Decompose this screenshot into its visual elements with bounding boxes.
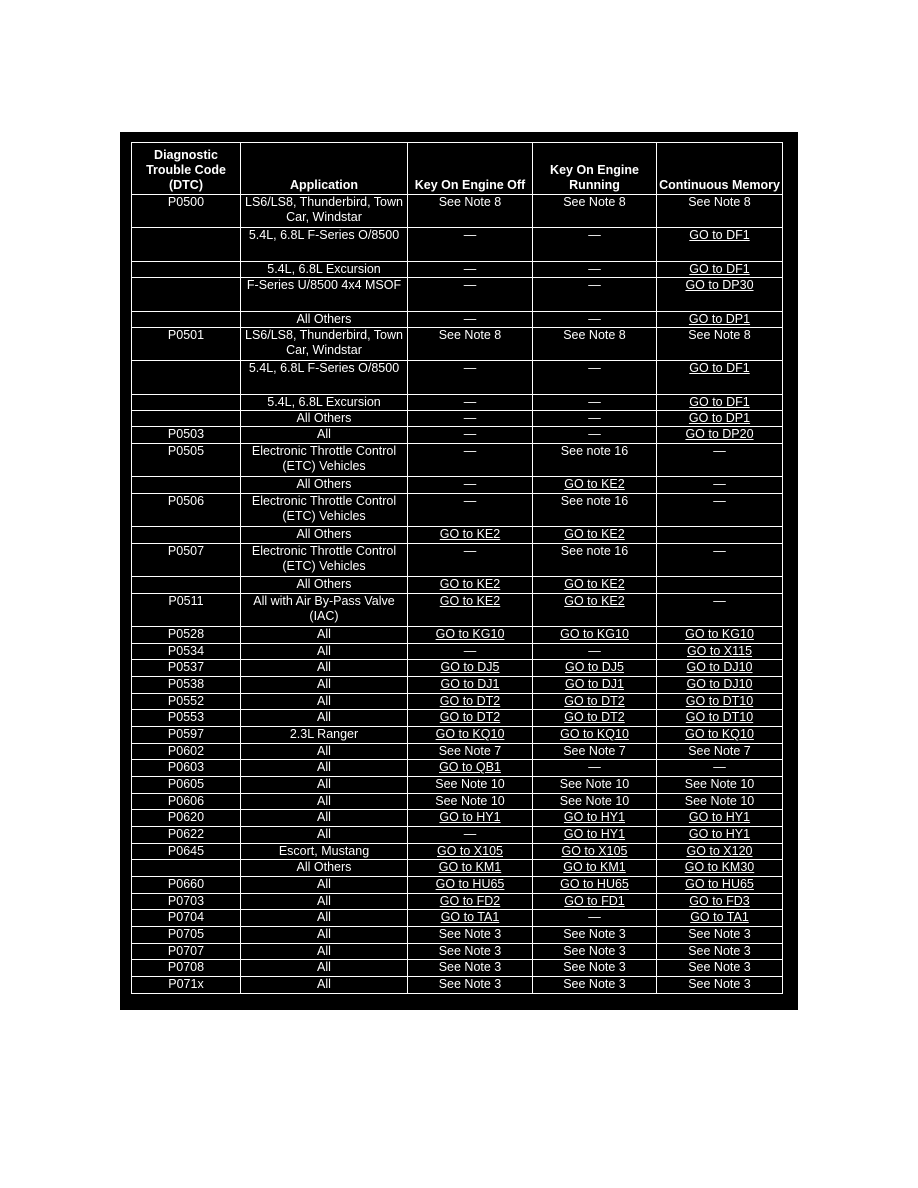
key-on-engine-off-cell[interactable] xyxy=(408,710,533,727)
go-to-link[interactable]: GO to DT10 xyxy=(685,694,754,708)
table-row xyxy=(132,860,783,877)
dtc-code-cell: P0553 xyxy=(132,710,241,727)
dtc-code-cell xyxy=(132,860,241,877)
go-to-link[interactable]: GO to FD1 xyxy=(564,894,625,908)
key-on-engine-running-cell: — xyxy=(533,262,657,278)
key-on-engine-running-cell[interactable] xyxy=(533,577,657,594)
key-on-engine-running-cell: See Note 3 xyxy=(533,977,657,994)
continuous-memory-cell[interactable] xyxy=(657,660,783,677)
key-on-engine-off-cell: — xyxy=(408,411,533,427)
go-to-link[interactable]: GO to DT10 xyxy=(685,710,754,724)
key-on-engine-running-cell: See note 16 xyxy=(533,544,657,577)
key-on-engine-off-cell: See Note 10 xyxy=(408,794,533,810)
go-to-link[interactable]: GO to X105 xyxy=(436,844,503,858)
go-to-link[interactable]: GO to KG10 xyxy=(435,627,505,641)
table-row xyxy=(132,494,783,527)
dtc-code-cell: P071x xyxy=(132,977,241,994)
application-cell: All Others xyxy=(241,527,408,544)
go-to-link[interactable]: GO to TA1 xyxy=(690,910,749,924)
go-to-link[interactable]: GO to FD3 xyxy=(689,894,750,908)
key-on-engine-off-cell: — xyxy=(408,644,533,660)
go-to-link[interactable]: GO to KM1 xyxy=(438,860,502,874)
continuous-memory-cell[interactable] xyxy=(657,827,783,844)
continuous-memory-cell[interactable] xyxy=(657,644,783,660)
key-on-engine-off-cell: See Note 3 xyxy=(408,977,533,994)
continuous-memory-cell[interactable] xyxy=(657,427,783,444)
continuous-memory-cell[interactable] xyxy=(657,894,783,910)
table-row xyxy=(132,827,783,844)
continuous-memory-cell: See Note 10 xyxy=(657,794,783,810)
table-header-row xyxy=(132,143,783,195)
go-to-link[interactable]: GO to DF1 xyxy=(689,395,750,409)
key-on-engine-running-cell: — xyxy=(533,395,657,411)
go-to-link[interactable]: GO to DP30 xyxy=(685,278,754,292)
table-row xyxy=(132,744,783,760)
key-on-engine-off-cell: — xyxy=(408,312,533,328)
continuous-memory-cell xyxy=(657,527,783,544)
application-cell: All xyxy=(241,977,408,994)
key-on-engine-off-cell: — xyxy=(408,228,533,262)
application-cell: All xyxy=(241,694,408,710)
go-to-link[interactable]: GO to KE2 xyxy=(564,577,625,591)
continuous-memory-cell: See Note 3 xyxy=(657,927,783,944)
table-row xyxy=(132,411,783,427)
dtc-code-cell xyxy=(132,278,241,312)
key-on-engine-off-cell: See Note 10 xyxy=(408,777,533,794)
application-cell: 5.4L, 6.8L F-Series O/8500 xyxy=(241,361,408,395)
continuous-memory-cell[interactable] xyxy=(657,727,783,744)
go-to-link[interactable]: GO to TA1 xyxy=(440,910,500,924)
application-cell: LS6/LS8, Thunderbird, Town Car, Windstar xyxy=(241,195,408,228)
go-to-link[interactable]: GO to DP1 xyxy=(688,312,751,326)
key-on-engine-off-cell[interactable] xyxy=(408,594,533,627)
dtc-code-cell: P0705 xyxy=(132,927,241,944)
table-row xyxy=(132,944,783,960)
table-row xyxy=(132,527,783,544)
key-on-engine-running-cell: See Note 8 xyxy=(533,195,657,228)
continuous-memory-cell: See Note 8 xyxy=(657,328,783,361)
continuous-memory-cell[interactable] xyxy=(657,627,783,644)
go-to-link[interactable]: GO to KG10 xyxy=(560,627,629,641)
dtc-code-cell: P0552 xyxy=(132,694,241,710)
table-row xyxy=(132,877,783,894)
go-to-link[interactable]: GO to KM30 xyxy=(684,860,755,874)
dtc-code-cell xyxy=(132,577,241,594)
go-to-link[interactable]: GO to DT2 xyxy=(564,710,625,724)
go-to-link[interactable]: GO to HY1 xyxy=(563,810,626,824)
continuous-memory-cell: See Note 3 xyxy=(657,944,783,960)
dtc-code-cell: P0501 xyxy=(132,328,241,361)
key-on-engine-running-cell[interactable] xyxy=(533,477,657,494)
continuous-memory-cell: See Note 3 xyxy=(657,977,783,994)
key-on-engine-off-cell: — xyxy=(408,444,533,477)
key-on-engine-off-cell: — xyxy=(408,477,533,494)
key-on-engine-running-cell: — xyxy=(533,644,657,660)
table-row xyxy=(132,927,783,944)
continuous-memory-cell xyxy=(657,577,783,594)
table-row xyxy=(132,312,783,328)
application-cell: All xyxy=(241,960,408,977)
go-to-link[interactable]: GO to HU65 xyxy=(685,877,754,891)
application-cell: All xyxy=(241,660,408,677)
key-on-engine-running-cell[interactable] xyxy=(533,677,657,694)
dtc-code-cell: P0603 xyxy=(132,760,241,777)
key-on-engine-off-cell: — xyxy=(408,827,533,844)
table-row xyxy=(132,694,783,710)
key-on-engine-off-cell: See Note 3 xyxy=(408,960,533,977)
key-on-engine-off-cell[interactable] xyxy=(408,810,533,827)
key-on-engine-running-cell: See Note 10 xyxy=(533,794,657,810)
key-on-engine-off-cell[interactable] xyxy=(408,577,533,594)
go-to-link[interactable]: GO to DT2 xyxy=(439,694,501,708)
application-cell: All xyxy=(241,710,408,727)
go-to-link[interactable]: GO to DJ5 xyxy=(440,660,500,674)
go-to-link[interactable]: GO to DJ5 xyxy=(564,660,625,674)
key-on-engine-off-cell[interactable] xyxy=(408,760,533,777)
dtc-code-cell: P0505 xyxy=(132,444,241,477)
go-to-link[interactable]: GO to HY1 xyxy=(688,810,751,824)
go-to-link[interactable]: GO to DP1 xyxy=(688,411,751,425)
continuous-memory-cell[interactable] xyxy=(657,677,783,694)
application-cell: All xyxy=(241,810,408,827)
table-row xyxy=(132,977,783,994)
application-cell: All Others xyxy=(241,577,408,594)
table-row xyxy=(132,794,783,810)
continuous-memory-cell: See Note 8 xyxy=(657,195,783,228)
dtc-table xyxy=(131,142,783,994)
key-on-engine-running-cell[interactable] xyxy=(533,844,657,860)
application-cell: All Others xyxy=(241,411,408,427)
continuous-memory-cell[interactable] xyxy=(657,312,783,328)
go-to-link[interactable]: GO to KG10 xyxy=(685,627,754,641)
table-body xyxy=(132,195,783,994)
go-to-link[interactable]: GO to DF1 xyxy=(689,262,750,276)
table-row xyxy=(132,427,783,444)
application-cell: Electronic Throttle Control (ETC) Vehicles xyxy=(241,494,408,527)
continuous-memory-cell[interactable] xyxy=(657,710,783,727)
continuous-memory-cell: See Note 10 xyxy=(657,777,783,794)
go-to-link[interactable]: GO to HU65 xyxy=(435,877,505,891)
dtc-code-cell: P0707 xyxy=(132,944,241,960)
application-cell: All xyxy=(241,644,408,660)
continuous-memory-cell: — xyxy=(657,444,783,477)
go-to-link[interactable]: GO to X115 xyxy=(686,644,753,658)
key-on-engine-off-cell: — xyxy=(408,494,533,527)
dtc-code-cell: P0503 xyxy=(132,427,241,444)
application-cell: All xyxy=(241,944,408,960)
header-continuous-memory: Continuous Memory xyxy=(657,143,783,195)
application-cell: All xyxy=(241,427,408,444)
application-cell: All xyxy=(241,677,408,694)
dtc-code-cell: P0528 xyxy=(132,627,241,644)
continuous-memory-cell[interactable] xyxy=(657,395,783,411)
dtc-code-cell xyxy=(132,395,241,411)
header-dtc: Diagnostic Trouble Code (DTC) xyxy=(132,143,241,195)
application-cell: All xyxy=(241,927,408,944)
go-to-link[interactable]: GO to X105 xyxy=(561,844,628,858)
dtc-code-cell: P0703 xyxy=(132,894,241,910)
key-on-engine-off-cell: — xyxy=(408,427,533,444)
table-row xyxy=(132,228,783,262)
key-on-engine-running-cell: — xyxy=(533,312,657,328)
table-row xyxy=(132,444,783,477)
go-to-link[interactable]: GO to HY1 xyxy=(439,810,501,824)
table-row xyxy=(132,544,783,577)
dtc-code-cell xyxy=(132,312,241,328)
continuous-memory-cell[interactable] xyxy=(657,278,783,312)
continuous-memory-cell: — xyxy=(657,594,783,627)
key-on-engine-running-cell[interactable] xyxy=(533,810,657,827)
continuous-memory-cell[interactable] xyxy=(657,411,783,427)
key-on-engine-off-cell: — xyxy=(408,361,533,395)
go-to-link[interactable]: GO to HY1 xyxy=(563,827,626,841)
dtc-code-cell: P0620 xyxy=(132,810,241,827)
continuous-memory-cell: See Note 3 xyxy=(657,960,783,977)
key-on-engine-off-cell[interactable] xyxy=(408,894,533,910)
continuous-memory-cell[interactable] xyxy=(657,877,783,894)
go-to-link[interactable]: GO to KE2 xyxy=(439,594,501,608)
dtc-table-panel xyxy=(120,132,798,1010)
key-on-engine-running-cell[interactable] xyxy=(533,660,657,677)
go-to-link[interactable]: GO to KQ10 xyxy=(435,727,505,741)
dtc-code-cell: P0507 xyxy=(132,544,241,577)
header-application: Application xyxy=(241,143,408,195)
table-row xyxy=(132,710,783,727)
application-cell: LS6/LS8, Thunderbird, Town Car, Windstar xyxy=(241,328,408,361)
application-cell: 5.4L, 6.8L Excursion xyxy=(241,395,408,411)
go-to-link[interactable]: GO to KE2 xyxy=(564,527,625,541)
key-on-engine-off-cell[interactable] xyxy=(408,627,533,644)
go-to-link[interactable]: GO to KE2 xyxy=(564,594,625,608)
application-cell: All xyxy=(241,744,408,760)
table-row xyxy=(132,195,783,228)
continuous-memory-cell[interactable] xyxy=(657,810,783,827)
go-to-link[interactable]: GO to FD2 xyxy=(439,894,501,908)
table-row xyxy=(132,644,783,660)
key-on-engine-off-cell[interactable] xyxy=(408,660,533,677)
key-on-engine-off-cell[interactable] xyxy=(408,860,533,877)
dtc-code-cell xyxy=(132,411,241,427)
table-row xyxy=(132,278,783,312)
application-cell: Electronic Throttle Control (ETC) Vehicles xyxy=(241,444,408,477)
application-cell: All Others xyxy=(241,312,408,328)
table-row xyxy=(132,910,783,927)
go-to-link[interactable]: GO to DJ10 xyxy=(686,677,753,691)
continuous-memory-cell[interactable] xyxy=(657,860,783,877)
application-cell: All xyxy=(241,760,408,777)
dtc-code-cell: P0602 xyxy=(132,744,241,760)
application-cell: All xyxy=(241,627,408,644)
go-to-link[interactable]: GO to DF1 xyxy=(689,228,750,242)
table-row xyxy=(132,577,783,594)
dtc-code-cell: P0511 xyxy=(132,594,241,627)
key-on-engine-running-cell[interactable] xyxy=(533,860,657,877)
key-on-engine-running-cell[interactable] xyxy=(533,594,657,627)
key-on-engine-off-cell: See Note 7 xyxy=(408,744,533,760)
go-to-link[interactable]: GO to DJ10 xyxy=(686,660,753,674)
table-row xyxy=(132,262,783,278)
continuous-memory-cell[interactable] xyxy=(657,361,783,395)
continuous-memory-cell[interactable] xyxy=(657,262,783,278)
application-cell: 2.3L Ranger xyxy=(241,727,408,744)
key-on-engine-off-cell[interactable] xyxy=(408,844,533,860)
key-on-engine-running-cell[interactable] xyxy=(533,877,657,894)
key-on-engine-off-cell: See Note 8 xyxy=(408,328,533,361)
application-cell: All Others xyxy=(241,860,408,877)
dtc-code-cell: P0660 xyxy=(132,877,241,894)
application-cell: All xyxy=(241,894,408,910)
table-row xyxy=(132,594,783,627)
key-on-engine-running-cell: — xyxy=(533,228,657,262)
key-on-engine-running-cell[interactable] xyxy=(533,827,657,844)
key-on-engine-running-cell: — xyxy=(533,278,657,312)
key-on-engine-off-cell[interactable] xyxy=(408,694,533,710)
go-to-link[interactable]: GO to DF1 xyxy=(689,361,750,375)
dtc-code-cell: P0605 xyxy=(132,777,241,794)
key-on-engine-running-cell: See Note 10 xyxy=(533,777,657,794)
go-to-link[interactable]: GO to KM1 xyxy=(563,860,626,874)
application-cell: F-Series U/8500 4x4 MSOF xyxy=(241,278,408,312)
dtc-code-cell: P0704 xyxy=(132,910,241,927)
dtc-code-cell: P0606 xyxy=(132,794,241,810)
dtc-code-cell: P0500 xyxy=(132,195,241,228)
dtc-code-cell: P0708 xyxy=(132,960,241,977)
go-to-link[interactable]: GO to KQ10 xyxy=(560,727,629,741)
key-on-engine-off-cell: — xyxy=(408,395,533,411)
key-on-engine-running-cell: — xyxy=(533,427,657,444)
table-row xyxy=(132,477,783,494)
continuous-memory-cell: — xyxy=(657,477,783,494)
table-row xyxy=(132,328,783,361)
key-on-engine-running-cell: — xyxy=(533,411,657,427)
continuous-memory-cell[interactable] xyxy=(657,228,783,262)
key-on-engine-off-cell: — xyxy=(408,544,533,577)
key-on-engine-running-cell: See Note 3 xyxy=(533,944,657,960)
key-on-engine-off-cell[interactable] xyxy=(408,527,533,544)
table-row xyxy=(132,660,783,677)
table-row xyxy=(132,810,783,827)
table-row xyxy=(132,395,783,411)
key-on-engine-off-cell: See Note 3 xyxy=(408,927,533,944)
go-to-link[interactable]: GO to KE2 xyxy=(439,527,501,541)
header-key-on-engine-off: Key On Engine Off xyxy=(408,143,533,195)
dtc-code-cell: P0537 xyxy=(132,660,241,677)
application-cell: All xyxy=(241,777,408,794)
key-on-engine-off-cell: — xyxy=(408,262,533,278)
continuous-memory-cell: — xyxy=(657,544,783,577)
application-cell: All with Air By-Pass Valve (IAC) xyxy=(241,594,408,627)
application-cell: All Others xyxy=(241,477,408,494)
go-to-link[interactable]: GO to DT2 xyxy=(564,694,625,708)
key-on-engine-running-cell[interactable] xyxy=(533,694,657,710)
dtc-code-cell xyxy=(132,361,241,395)
go-to-link[interactable]: GO to DP20 xyxy=(685,427,754,441)
go-to-link[interactable]: GO to KE2 xyxy=(564,477,625,491)
go-to-link[interactable]: GO to KQ10 xyxy=(685,727,754,741)
key-on-engine-running-cell[interactable] xyxy=(533,894,657,910)
go-to-link[interactable]: GO to X120 xyxy=(686,844,753,858)
key-on-engine-off-cell[interactable] xyxy=(408,910,533,927)
dtc-code-cell: P0534 xyxy=(132,644,241,660)
application-cell: 5.4L, 6.8L F-Series O/8500 xyxy=(241,228,408,262)
continuous-memory-cell[interactable] xyxy=(657,910,783,927)
application-cell: All xyxy=(241,910,408,927)
table-row xyxy=(132,727,783,744)
key-on-engine-off-cell: — xyxy=(408,278,533,312)
table-row xyxy=(132,844,783,860)
header-key-on-engine-running: Key On Engine Running xyxy=(533,143,657,195)
dtc-code-cell xyxy=(132,527,241,544)
key-on-engine-off-cell[interactable] xyxy=(408,727,533,744)
dtc-code-cell: P0538 xyxy=(132,677,241,694)
key-on-engine-running-cell: See Note 3 xyxy=(533,927,657,944)
key-on-engine-running-cell: See note 16 xyxy=(533,494,657,527)
continuous-memory-cell: See Note 7 xyxy=(657,744,783,760)
key-on-engine-off-cell: See Note 8 xyxy=(408,195,533,228)
go-to-link[interactable]: GO to DT2 xyxy=(439,710,501,724)
application-cell: All xyxy=(241,794,408,810)
key-on-engine-running-cell: See Note 8 xyxy=(533,328,657,361)
dtc-code-cell xyxy=(132,477,241,494)
key-on-engine-running-cell[interactable] xyxy=(533,727,657,744)
dtc-code-cell: P0622 xyxy=(132,827,241,844)
application-cell: All xyxy=(241,827,408,844)
key-on-engine-running-cell[interactable] xyxy=(533,710,657,727)
application-cell: Electronic Throttle Control (ETC) Vehicles xyxy=(241,544,408,577)
continuous-memory-cell[interactable] xyxy=(657,694,783,710)
go-to-link[interactable]: GO to HU65 xyxy=(560,877,629,891)
key-on-engine-running-cell: See Note 7 xyxy=(533,744,657,760)
go-to-link[interactable]: GO to DJ1 xyxy=(440,677,500,691)
table-row xyxy=(132,777,783,794)
key-on-engine-running-cell: — xyxy=(533,760,657,777)
go-to-link[interactable]: GO to KE2 xyxy=(439,577,501,591)
application-cell: All xyxy=(241,877,408,894)
table-row xyxy=(132,960,783,977)
table-row xyxy=(132,894,783,910)
table-row xyxy=(132,361,783,395)
key-on-engine-running-cell: See note 16 xyxy=(533,444,657,477)
dtc-code-cell xyxy=(132,228,241,262)
key-on-engine-running-cell[interactable] xyxy=(533,527,657,544)
key-on-engine-running-cell: — xyxy=(533,361,657,395)
key-on-engine-running-cell: — xyxy=(533,910,657,927)
key-on-engine-running-cell: See Note 3 xyxy=(533,960,657,977)
dtc-code-cell: P0645 xyxy=(132,844,241,860)
key-on-engine-off-cell[interactable] xyxy=(408,677,533,694)
dtc-code-cell: P0597 xyxy=(132,727,241,744)
key-on-engine-off-cell[interactable] xyxy=(408,877,533,894)
table-row xyxy=(132,627,783,644)
table-row xyxy=(132,677,783,694)
table-row xyxy=(132,760,783,777)
go-to-link[interactable]: GO to HY1 xyxy=(688,827,751,841)
dtc-code-cell: P0506 xyxy=(132,494,241,527)
go-to-link[interactable]: GO to QB1 xyxy=(439,760,501,774)
key-on-engine-running-cell[interactable] xyxy=(533,627,657,644)
continuous-memory-cell: — xyxy=(657,494,783,527)
dtc-code-cell xyxy=(132,262,241,278)
key-on-engine-off-cell: See Note 3 xyxy=(408,944,533,960)
application-cell: 5.4L, 6.8L Excursion xyxy=(241,262,408,278)
go-to-link[interactable]: GO to DJ1 xyxy=(564,677,625,691)
continuous-memory-cell: — xyxy=(657,760,783,777)
application-cell: Escort, Mustang xyxy=(241,844,408,860)
continuous-memory-cell[interactable] xyxy=(657,844,783,860)
